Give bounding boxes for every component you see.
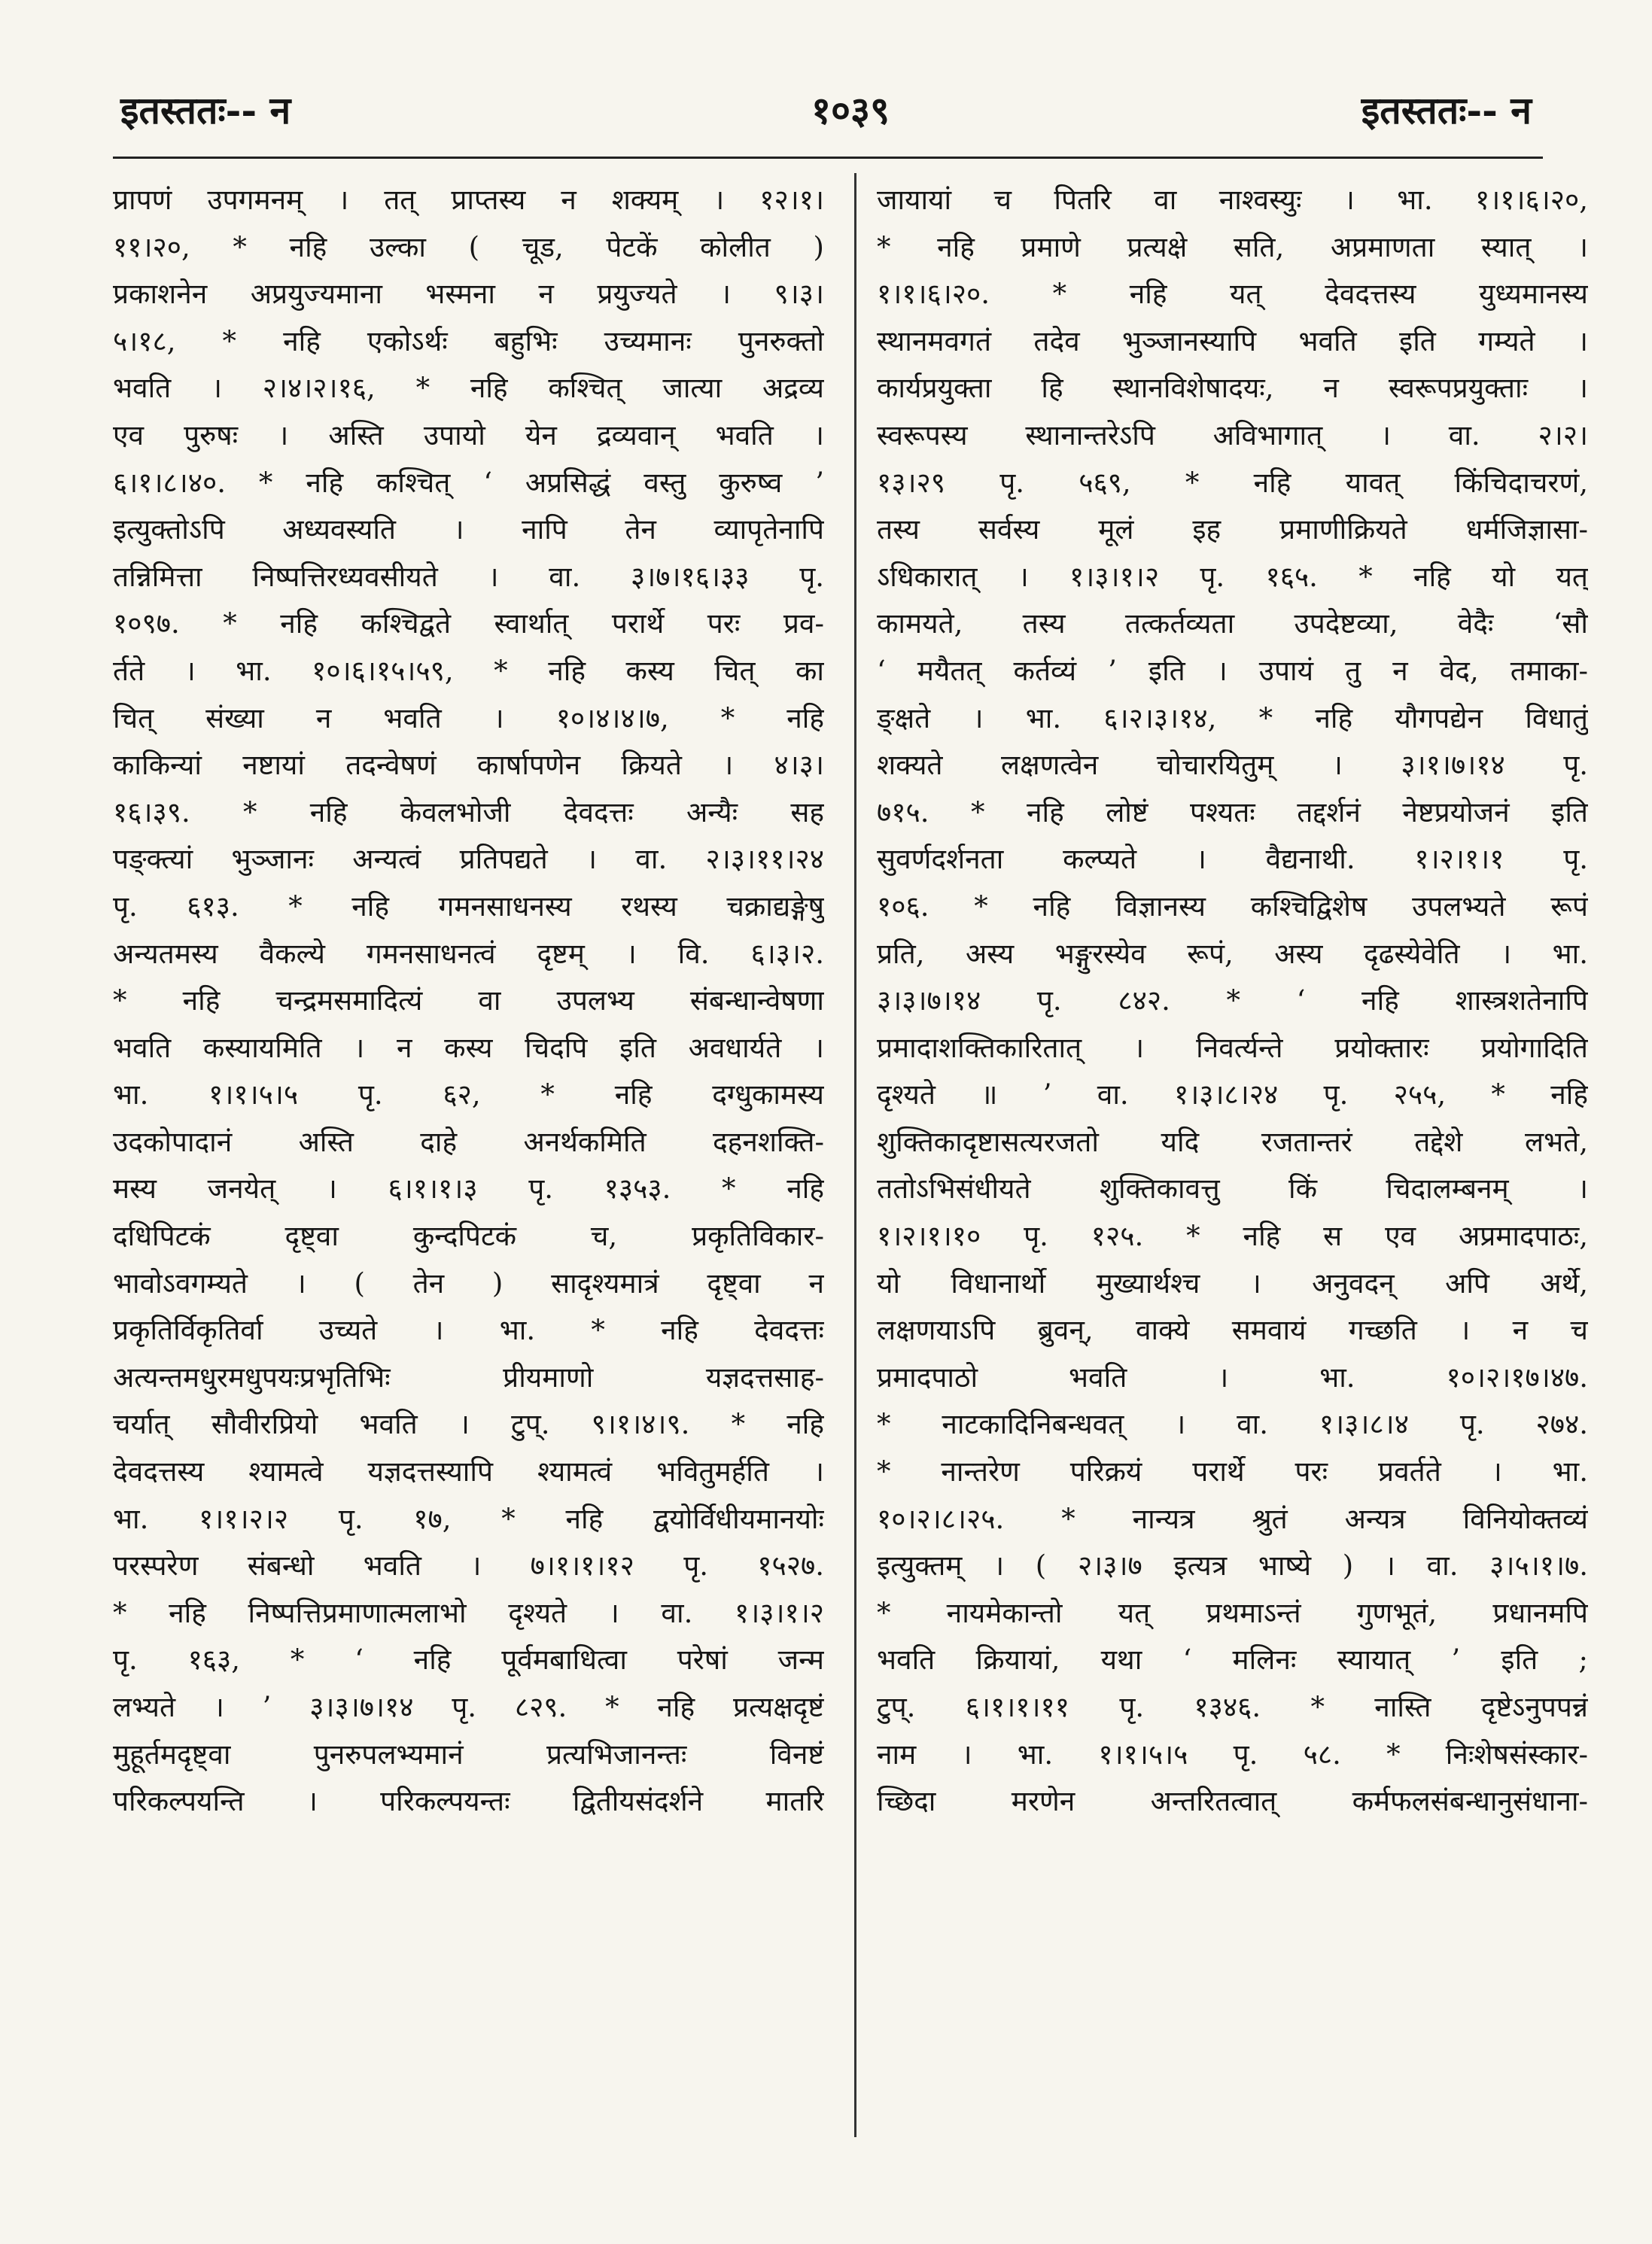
text-line: देवदत्तस्य श्यामत्वे यज्ञदत्तस्यापि श्यामत्वं भवितुमर्हति । (113, 1455, 824, 1488)
text-line: चर्यात् सौवीरप्रियो भवति । टुप्. ९।१।४।९. * नहि (113, 1408, 824, 1441)
text-line: कामयते, तस्य तत्कर्तव्यता उपदेष्टव्या, वेदैः ‘सौ (877, 607, 1588, 640)
text-line: लक्षणयाऽपि ब्रुवन्, वाक्ये समवायं गच्छति । न च (877, 1314, 1588, 1347)
text-line: ऽधिकारात् । १।३।१।२ पृ. १६५. * नहि यो यत् (877, 560, 1588, 593)
text-line: ११।२०, * नहि उल्का ( चूड, पेटकें कोलीत ) (113, 230, 824, 263)
text-line: पृ. १६३, * ‘ नहि पूर्वमबाधित्वा परेषां जन्म (113, 1643, 824, 1677)
text-line: प्रमादाशक्तिकारितात् । निवर्त्यन्ते प्रयोक्तारः प्रयोगादिति (877, 1031, 1588, 1064)
text-line: अन्यतमस्य वैकल्ये गमनसाधनत्वं दृष्टम् । वि. ६।३।२. (113, 937, 824, 970)
running-head-left: इतस्ततः-- न (120, 88, 291, 132)
text-line: * नहि चन्द्रमसमादित्यं वा उपलभ्य संबन्धान्वेषणा (113, 984, 824, 1017)
text-line: इत्युक्तम् । ( २।३।७ इत्यत्र भाष्ये ) । वा. ३।५।१।७. (877, 1549, 1588, 1583)
text-line: परिकल्पयन्ति । परिकल्पयन्तः द्वितीयसंदर्शने मातरि (113, 1785, 824, 1818)
text-line: ततोऽभिसंधीयते शुक्तिकावत्तु किं चिदालम्बनम् । (877, 1172, 1588, 1206)
text-line: * नान्तरेण परिक्रयं परार्थे परः प्रवर्तते । भा. (877, 1455, 1588, 1488)
text-line: परस्परेण संबन्धो भवति । ७।१।१।१२ पृ. १५२७. (113, 1549, 824, 1583)
text-line: चित् संख्या न भवति । १०।४।४।७, * नहि (113, 701, 824, 734)
text-line: * नहि प्रमाणे प्रत्यक्षे सति, अप्रमाणता स्यात् । (877, 230, 1588, 263)
text-line: शक्यते लक्षणत्वेन चोचारयितुम् । ३।१।७।१४ पृ. (877, 749, 1588, 782)
text-line: भवति क्रियायां, यथा ‘ मलिनः स्यायात् ’ इति ; (877, 1643, 1588, 1677)
text-line: नाम । भा. १।१।५।५ पृ. ५८. * निःशेषसंस्कार- (877, 1738, 1588, 1771)
text-line: तन्निमित्ता निष्पत्तिरध्यवसीयते । वा. ३।७।१६।३३ पृ. (113, 560, 824, 593)
text-line: ७१५. * नहि लोष्टं पश्यतः तद्दर्शनं नेष्टप्रयोजनं इति (877, 795, 1588, 829)
text-line: र्तते । भा. १०।६।१५।५९, * नहि कस्य चित् का (113, 654, 824, 687)
text-line: स्वरूपस्य स्थानान्तरेऽपि अविभागात् । वा. २।२। (877, 418, 1588, 452)
text-line: १।१।६।२०. * नहि यत् देवदत्तस्य युध्यमानस्य (877, 278, 1588, 311)
text-line: शुक्तिकादृष्टासत्यरजतो यदि रजतान्तरं तद्देशे लभते, (877, 1125, 1588, 1158)
text-line: लभ्यते । ’ ३।३।७।१४ पृ. ८२९. * नहि प्रत्यक्षदृष्टं (113, 1691, 824, 1723)
text-line: ङ्क्षते । भा. ६।२।३।१४, * नहि यौगपद्येन विधातुं (877, 701, 1588, 734)
text-line: टुप्. ६।१।१।११ पृ. १३४६. * नास्ति दृष्टेऽनुपपन्नं (877, 1691, 1588, 1723)
text-line: ‘ मयैतत् कर्तव्यं ’ इति । उपायं तु न वेद, तमाका- (877, 654, 1588, 687)
text-line: मस्य जनयेत् । ६।१।१।३ पृ. १३५३. * नहि (113, 1172, 824, 1206)
text-line: सुवर्णदर्शनता कल्प्यते । वैद्यनाथी. १।२।१।१ पृ. (877, 843, 1588, 876)
running-head-right: इतस्ततः-- न (1361, 88, 1532, 132)
text-line: ३।३।७।१४ पृ. ८४२. * ‘ नहि शास्त्रशतेनापि (877, 984, 1588, 1017)
text-line: तस्य सर्वस्य मूलं इह प्रमाणीक्रियते धर्मजिज्ञासा- (877, 513, 1588, 546)
text-line: काकिन्यां नष्टायां तदन्वेषणं कार्षापणेन क्रियते । ४।३। (113, 749, 824, 782)
text-line: जायायां च पितरि वा नाश्वस्युः । भा. १।१।६।२०, (877, 184, 1588, 216)
text-line: उदकोपादानं अस्ति दाहे अनर्थकमिति दहनशक्ति- (113, 1125, 824, 1158)
right-column (877, 178, 1588, 1826)
text-line: एव पुरुषः । अस्ति उपायो येन द्रव्यवान् भवति । (113, 418, 824, 452)
text-line: कार्यप्रयुक्ता हि स्थानविशेषादयः, न स्वरूपप्रयुक्ताः । (877, 372, 1588, 405)
text-line: मुहूर्तमदृष्ट्वा पुनरुपलभ्यमानं प्रत्यभिजानन्तः विनष्टं (113, 1738, 824, 1771)
column-divider (854, 173, 856, 2137)
text-line: भवति कस्यायमिति । न कस्य चिदपि इति अवधार्यते । (113, 1031, 824, 1064)
text-line: स्थानमवगतं तदेव भुञ्जानस्यापि भवति इति गम्यते । (877, 324, 1588, 357)
text-line: * नायमेकान्तो यत् प्रथमाऽन्तं गुणभूतं, प्रधानमपि (877, 1596, 1588, 1629)
text-line: दधिपिटकं दृष्ट्वा कुन्दपिटकं च, प्रकृतिविकार- (113, 1220, 824, 1253)
text-line: भवति । २।४।२।१६, * नहि कश्चित् जात्या अद्रव्य (113, 372, 824, 405)
text-line: च्छिदा मरणेन अन्तरितत्वात् कर्मफलसंबन्धानुसंधाना- (877, 1785, 1588, 1818)
page-number: १०३९ (811, 88, 890, 132)
left-column (113, 178, 824, 1826)
text-line: प्रकाशनेन अप्रयुज्यमाना भस्मना न प्रयुज्यते । ९।३। (113, 278, 824, 311)
text-line: इत्युक्तोऽपि अध्यवस्यति । नापि तेन व्यापृतेनापि (113, 513, 824, 546)
text-line: ५।१८, * नहि एकोऽर्थः बहुभिः उच्यमानः पुनरुक्तो (113, 324, 824, 357)
text-line: १०९७. * नहि कश्चिद्वते स्वार्थात् परार्थे परः प्रव- (113, 607, 824, 640)
text-line: पृ. ६१३. * नहि गमनसाधनस्य रथस्य चक्राद्यङ्गेषु (113, 889, 824, 923)
text-line: प्रमादपाठो भवति । भा. १०।२।१७।४७. (877, 1361, 1588, 1394)
text-line: पङ्क्त्यां भुञ्जानः अन्यत्वं प्रतिपद्यते । वा. २।३।११।२४ (113, 843, 824, 876)
text-line: भा. १।१।५।५ पृ. ६२, * नहि दग्धुकामस्य (113, 1078, 824, 1111)
text-line: १०६. * नहि विज्ञानस्य कश्चिद्विशेष उपलभ्यते रूपं (877, 889, 1588, 923)
text-line: प्रापणं उपगमनम् । तत् प्राप्तस्य न शक्यम् । १२।१। (113, 184, 824, 216)
text-line: * नहि निष्पत्तिप्रमाणात्मलाभो दृश्यते । वा. १।३।१।२ (113, 1596, 824, 1629)
text-line: यो विधानार्थो मुख्यार्थश्च । अनुवदन् अपि अर्थे, (877, 1266, 1588, 1300)
text-line: १०।२।८।२५. * नान्यत्र श्रुतं अन्यत्र विनियोक्तव्यं (877, 1502, 1588, 1535)
text-line: दृश्यते ॥ ’ वा. १।३।८।२४ पृ. २५५, * नहि (877, 1078, 1588, 1111)
text-line: प्रति, अस्य भङ्गुरस्येव रूपं, अस्य दृढस्येवेति । भा. (877, 937, 1588, 970)
text-line: ६।१।८।४०. * नहि कश्चित् ‘ अप्रसिद्धं वस्तु कुरुष्व ’ (113, 466, 824, 499)
text-line: भा. १।१।२।२ पृ. १७, * नहि द्वयोर्विधीयमानयोः (113, 1502, 824, 1535)
text-line: १६।३९. * नहि केवलभोजी देवदत्तः अन्यैः सह (113, 795, 824, 829)
text-line: प्रकृतिर्विकृतिर्वा उच्यते । भा. * नहि देवदत्तः (113, 1314, 824, 1347)
text-line: * नाटकादिनिबन्धवत् । वा. १।३।८।४ पृ. २७४. (877, 1408, 1588, 1441)
header-rule (113, 157, 1543, 159)
text-line: १।२।१।१० पृ. १२५. * नहि स एव अप्रमादपाठः, (877, 1220, 1588, 1253)
text-line: १३।२९ पृ. ५६९, * नहि यावत् किंचिदाचरणं, (877, 466, 1588, 499)
text-line: भावोऽवगम्यते । ( तेन ) सादृश्यमात्रं दृष्ट्वा न (113, 1266, 824, 1300)
text-line: अत्यन्तमधुरमधुपयःप्रभृतिभिः प्रीयमाणो यज्ञदत्तसाह- (113, 1361, 824, 1394)
